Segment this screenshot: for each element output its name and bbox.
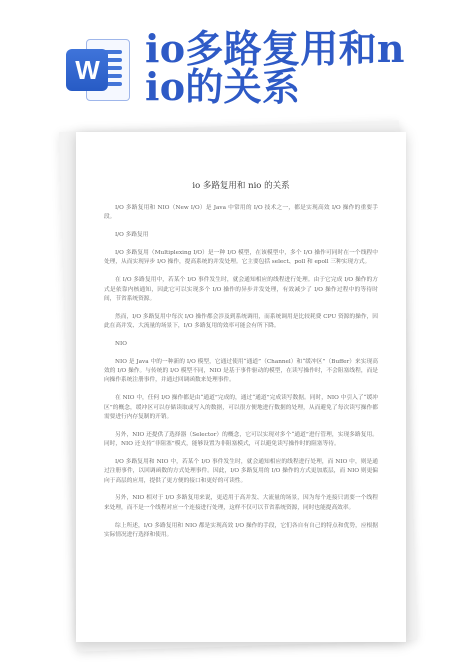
document-paragraph: 另外，NIO 还提供了选择器（Selector）的概念，它可以实现对多个“通道”进行管理，实现多路复用。同时，NIO 还支持“非阻塞”模式，能够设置为非阻塞模式，可以避免读写操作时的阻塞等待。	[104, 431, 378, 448]
section-heading: I/O 多路复用	[115, 232, 149, 239]
page-title	[145, 26, 450, 109]
document-paragraph: I/O 多路复用和 NIO（New I/O）是 Java 中常用的 I/O 技术之一，都是实现高效 I/O 操作的重要手段。	[104, 205, 378, 221]
document-paragraph: 在 NIO 中，任何 I/O 操作都是由“通道”完成的，通过“通道”完成读写数据。同时，NIO 中引入了“缓冲区”的概念，缓冲区可以存储读取或写入的数据，可以很方便地进行数据的处理，从而避免了每次读写操作都需要进行内存复制的开销。	[104, 395, 378, 420]
word-badge: W	[66, 49, 108, 91]
document-paragraph: I/O 多路复用（Multiplexing I/O）是一种 I/O 模型，在该模型中，多个 I/O 操作可同时在一个线程中处理，从而实现异步 I/O 操作，提高系统的并发处理。它主要包括 select、poll 和 epoll 三种实现方式。	[104, 250, 378, 266]
document-paragraph: I/O 多路复用和 NIO 中，若某个 I/O 事件发生时，就会通知相应的线程进行处理，而 NIO 中，则是通过注册事件，以回调函数的方式处理事件。因此，I/O 多路复用的 I/O 操作的方式更加底层，而 NIO 则更偏向于高层的应用，提供了更方便的接口和更好的可读性。	[104, 458, 378, 484]
document-paragraph: 然而，I/O 多路复用中每次 I/O 操作都会涉及到系统调用，而系统调用是比较耗费 CPU 资源的操作，因此在高并发、大流量的场景下，I/O 多路复用的效率可能会有所下降。	[104, 313, 378, 330]
document-paragraph: NIO 是 Java 中的一种新的 I/O 模型，它通过使用“通道”（Channel）和“缓冲区”（Buffer）来实现高效的 I/O 操作。与传统的 I/O 模型不同，NIO 是基于事件驱动的模型，在读写操作时，不会阻塞线程，而是向操作系统注册事件，并通过回调函数来处理事件。	[104, 358, 378, 384]
section-heading: NIO	[115, 340, 127, 347]
document-preview	[76, 132, 406, 642]
document-paragraph: 在 I/O 多路复用中，若某个 I/O 事件发生时，就会通知相应的线程进行处理。由于它完成 I/O 操作的方式是依靠内核通知，因此它可以实现多个 I/O 操作的异步并发处理，有效减少了 I/O 操作过程中的等待时间，节省系统资源。	[104, 277, 378, 302]
document-title: io 多路复用和 nio 的关系	[192, 181, 290, 191]
document-paragraph: 另外，NIO 相对于 I/O 多路复用来说，更适用于高并发、大流量的场景，因为每个连接只需要一个线程来处理，而不是一个线程对应一个连接进行处理，这样不仅可以节省系统资源，同时也能提高效率。	[104, 495, 378, 511]
page-title-line-1: io多路复用和n	[145, 26, 405, 71]
word-logo-icon	[66, 39, 134, 101]
page-title-line-2: io的关系	[145, 64, 301, 109]
document-paragraph: 综上所述，I/O 多路复用和 NIO 都是实现高效 I/O 操作的手段，它们各自有自己的特点和优势，应根据实际情况进行选择和使用。	[104, 522, 378, 538]
